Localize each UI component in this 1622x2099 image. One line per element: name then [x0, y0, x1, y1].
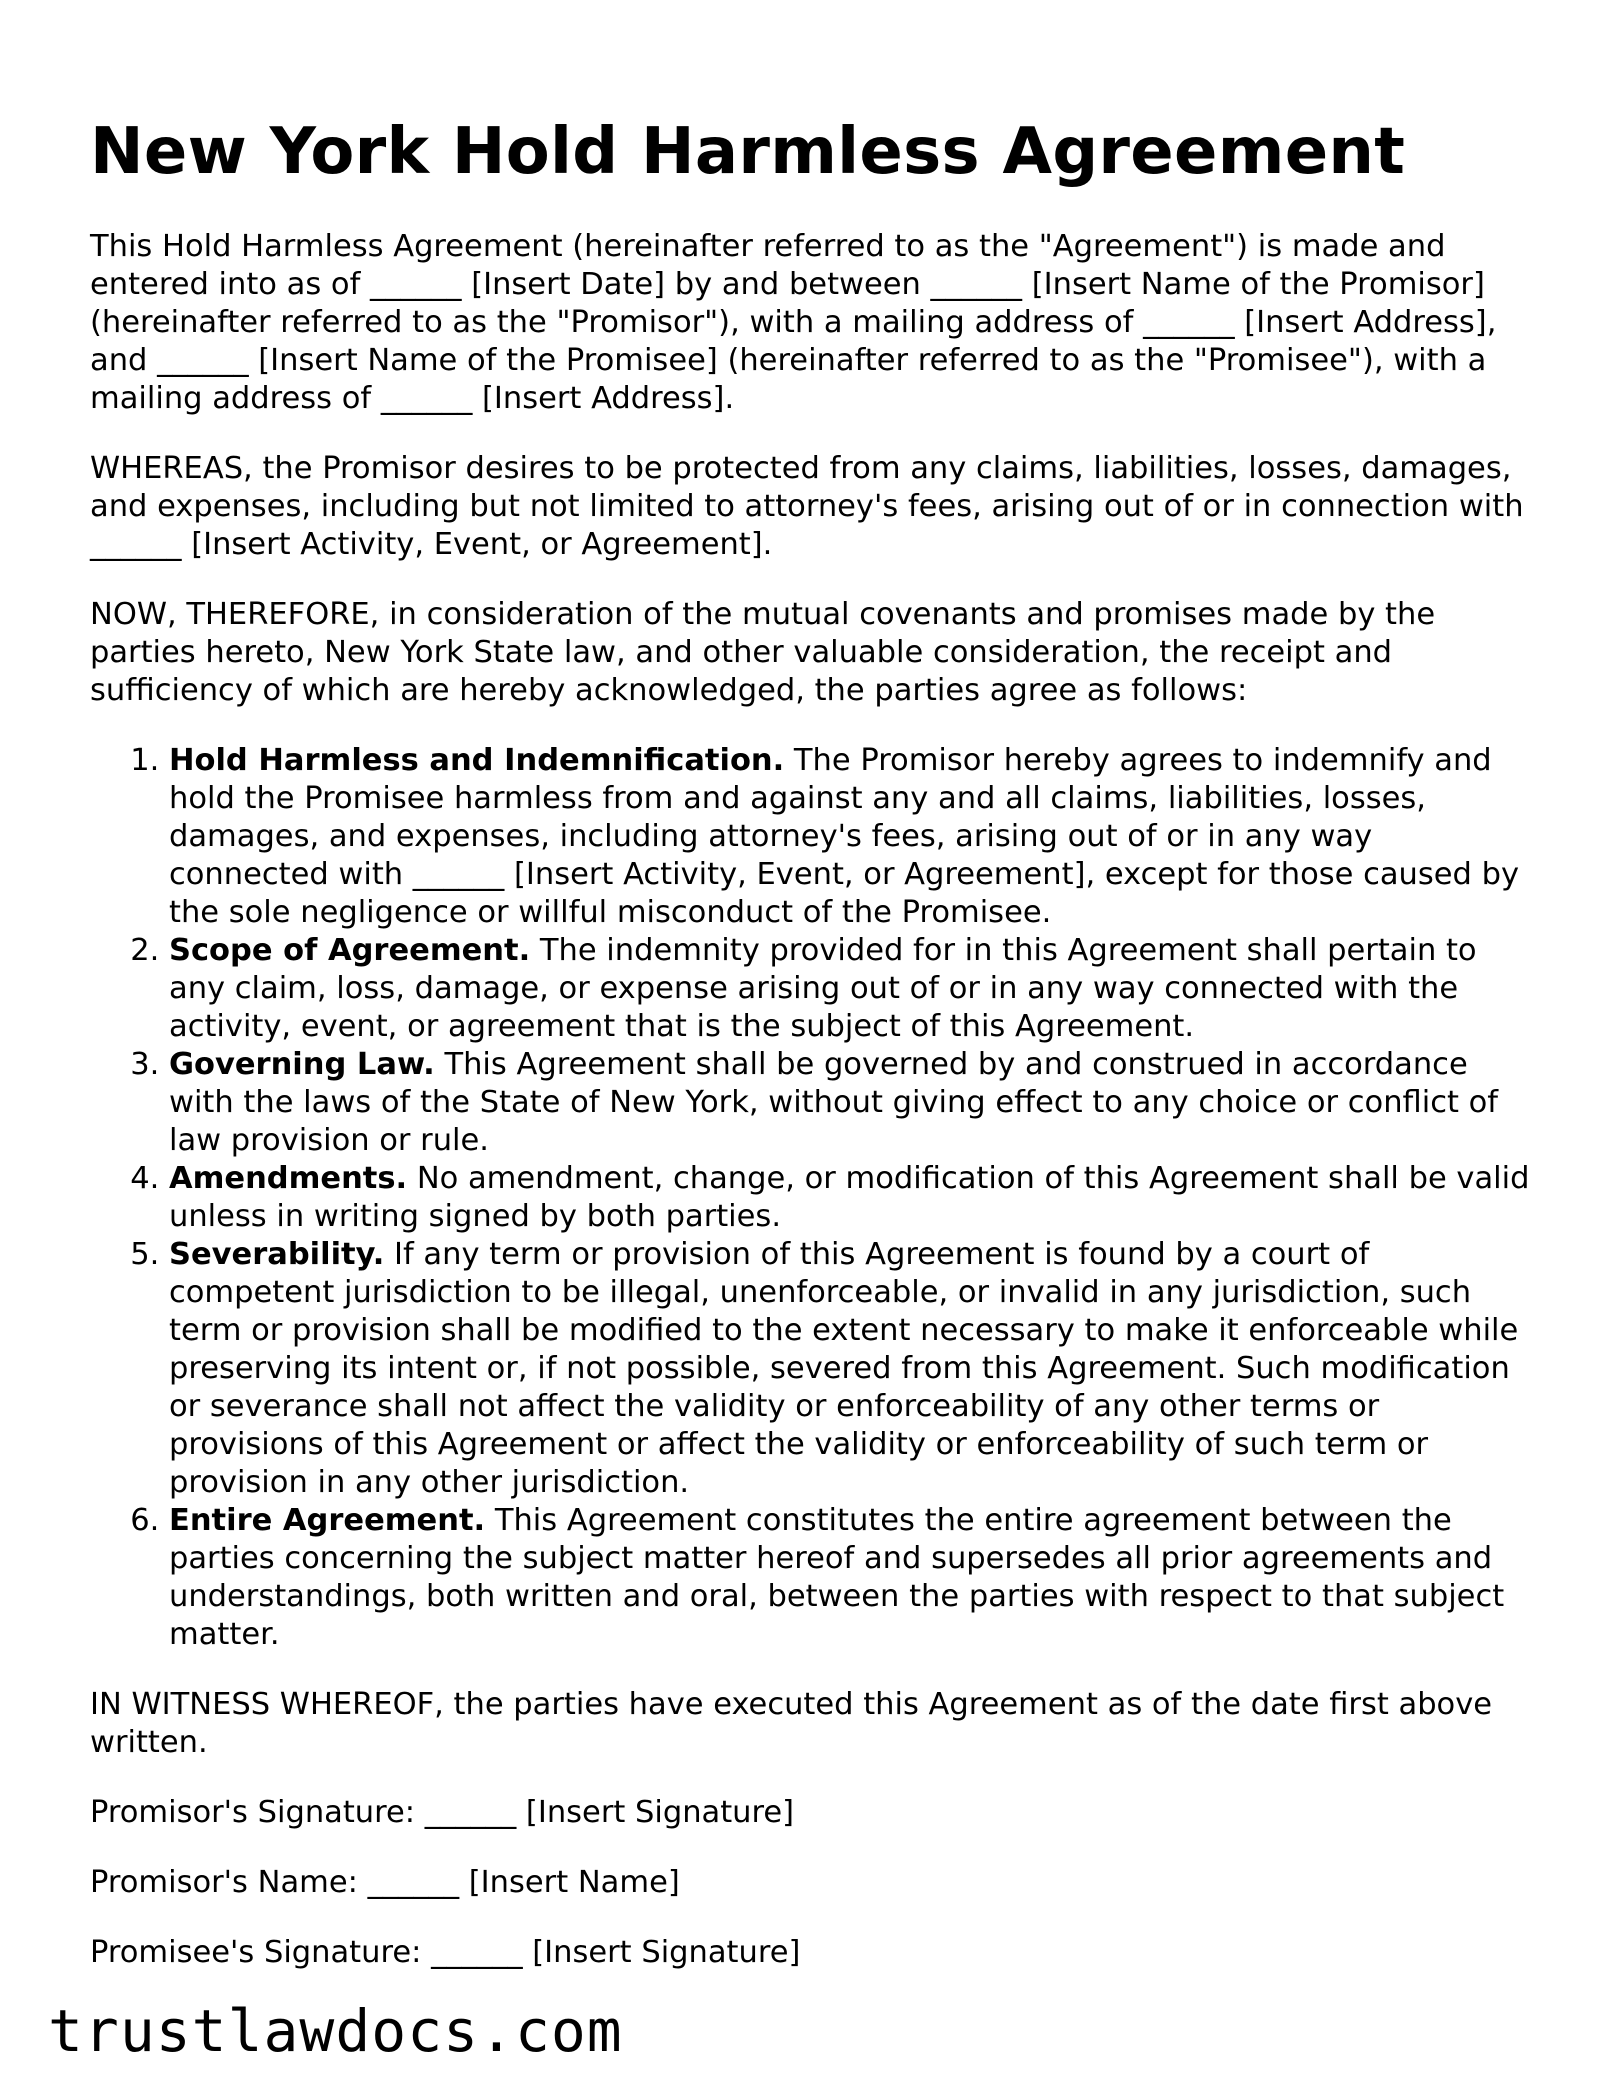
clause-text: The Promisor hereby agrees to indemnify and hold the Promisee harmless from and against any and all claims, liabilities, losses, damages, and expenses, including attorney's fees, arising out of or in any way connected with ______ [Insert Activity, Event, or Agreement], except for those caused by the sole negligence or willful misconduct of the Promisee. — [169, 743, 1519, 930]
promisee-signature-line: Promisee's Signature: ______ [Insert Signature] — [90, 1935, 801, 1970]
clause-item — [169, 1236, 1540, 1502]
promisor-signature-line: Promisor's Signature: ______ [Insert Signature] — [90, 1795, 795, 1830]
clause-item — [169, 1502, 1540, 1654]
clause-item — [169, 742, 1540, 932]
clause-item — [169, 1160, 1540, 1236]
watermark: trustlawdocs.com — [48, 1997, 623, 2065]
document-page — [90, 112, 1540, 1972]
clause-text: This Agreement constitutes the entire agreement between the parties concerning the subject matter hereof and supersedes all prior agreements and understandings, both written and oral, between the parties with respect to that subject matter. — [169, 1503, 1505, 1652]
clause-text: The indemnity provided for in this Agreement shall pertain to any claim, loss, damage, or expense arising out of or in any way connected with the activity, event, or agreement that is the subject of this Agreement. — [169, 933, 1477, 1044]
clause-text: This Agreement shall be governed by and construed in accordance with the laws of the State of New York, without giving effect to any choice or conflict of law provision or rule. — [169, 1047, 1499, 1158]
promisor-name-line: Promisor's Name: ______ [Insert Name] — [90, 1865, 680, 1900]
clause-text: No amendment, change, or modification of this Agreement shall be valid unless in writing signed by both parties. — [169, 1161, 1530, 1234]
clause-item — [169, 1046, 1540, 1160]
clause-heading: Hold Harmless and Indemnification. — [169, 743, 785, 778]
whereas-paragraph: WHEREAS, the Promisor desires to be protected from any claims, liabilities, losses, damages, and expenses, including but not limited to attorney's fees, arising out of or in connection with ______ [Insert Activity, Event, or Agreement]. — [90, 451, 1524, 562]
witness-paragraph: IN WITNESS WHEREOF, the parties have executed this Agreement as of the date first above written. — [90, 1687, 1493, 1760]
clause-heading: Entire Agreement. — [169, 1503, 486, 1538]
intro-paragraph: This Hold Harmless Agreement (hereinafter referred to as the "Agreement") is made and entered into as of ______ [Insert Date] by and between ______ [Insert Name of the Promisor] (hereinafter referred to as the "Promisor"), with a mailing address of ______ [Insert Address], and ______ [Insert Name of the Promisee] (hereinafter referred to as the "Promisee"), with a mailing address of ______ [Insert Address]. — [90, 229, 1497, 416]
document-title: New York Hold Harmless Agreement — [90, 115, 1406, 189]
clause-heading: Governing Law. — [169, 1047, 435, 1082]
now-therefore-paragraph: NOW, THEREFORE, in consideration of the mutual covenants and promises made by the parties hereto, New York State law, and other valuable consideration, the receipt and sufficiency of which are hereby acknowledged, the parties agree as follows: — [90, 597, 1436, 708]
document-body — [90, 228, 1540, 1972]
clause-item — [169, 932, 1540, 1046]
clause-heading: Scope of Agreement. — [169, 933, 531, 968]
clause-text: If any term or provision of this Agreement is found by a court of competent jurisdiction to be illegal, unenforceable, or invalid in any jurisdiction, such term or provision shall be modified to the extent necessary to make it enforceable while preserving its intent or, if not possible, severed from this Agreement. Such modification or severance shall not affect the validity or enforceability of any other terms or provisions of this Agreement or affect the validity or enforceability of such term or provision in any other jurisdiction. — [169, 1237, 1519, 1500]
clause-list — [90, 742, 1540, 1654]
clause-heading: Severability. — [169, 1237, 385, 1272]
clause-heading: Amendments. — [169, 1161, 408, 1196]
